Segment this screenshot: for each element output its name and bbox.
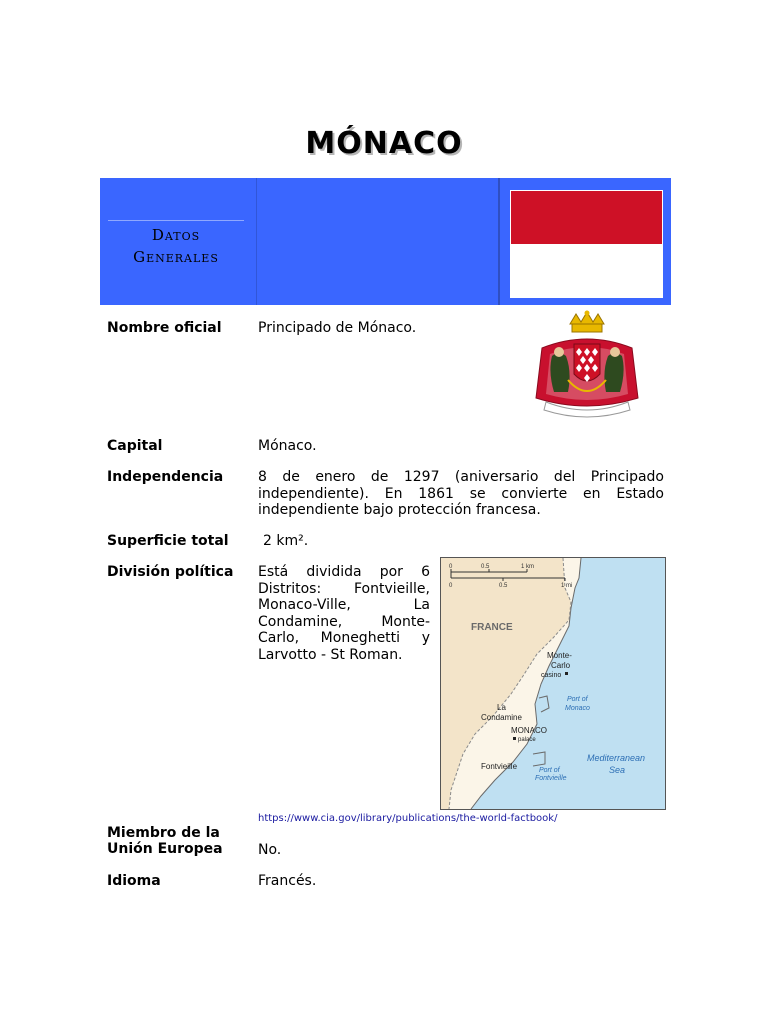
banner-heading [108, 224, 244, 268]
map-label-la-condamine-2: Condamine [481, 713, 522, 722]
monaco-map [440, 557, 666, 810]
label-division-politica: División política [107, 564, 234, 580]
map-label-france: FRANCE [471, 622, 513, 633]
map-scale-mi-0: 0 [449, 583, 453, 589]
label-nombre-oficial: Nombre oficial [107, 320, 222, 336]
map-casino-marker [565, 672, 568, 675]
coat-of-arms-icon [528, 310, 646, 422]
map-label-monte-carlo-1: Monte- [547, 651, 572, 660]
map-label-port-monaco-1: Port of [567, 696, 588, 703]
general-data-banner [100, 178, 671, 305]
map-label-fontvieille: Fontvieille [481, 762, 518, 771]
value-nombre-oficial: Principado de Mónaco. [258, 320, 417, 336]
map-label-monaco: MONACO [511, 726, 547, 735]
map-scale-km-1: 1 km [521, 564, 535, 570]
map-scale-mi-05: 0.5 [499, 583, 508, 589]
value-capital: Mónaco. [258, 438, 317, 454]
label-union-europea [107, 825, 223, 857]
label-union-europea-line2: Unión Europea [107, 841, 223, 857]
flag-red-band [511, 191, 662, 244]
map-label-port-fontvieille-2: Fontvieille [535, 775, 567, 782]
map-scale-mi-1: 1 mi [561, 583, 573, 589]
source-link[interactable]: https://www.cia.gov/library/publications/the-world-factbook/ [258, 813, 558, 824]
map-scale-km-0: 0 [449, 564, 453, 570]
label-independencia: Independencia [107, 469, 224, 485]
value-union-europea: No. [258, 842, 282, 858]
label-idioma: Idioma [107, 873, 161, 889]
map-label-sea-2: Sea [609, 765, 626, 775]
banner-divider [108, 220, 244, 221]
banner-heading-line1: Datos [151, 226, 201, 244]
label-capital: Capital [107, 438, 163, 454]
label-union-europea-line1: Miembro de la [107, 825, 220, 841]
map-label-casino: casino [541, 672, 562, 679]
value-independencia: 8 de enero de 1297 (aniversario del Principado independiente). En 1861 se convierte en Estado independiente bajo protección francesa. [258, 469, 664, 518]
value-idioma: Francés. [258, 873, 317, 889]
value-superficie: 2 km². [263, 533, 309, 549]
page-title: MÓNACO [305, 126, 463, 161]
map-palace-marker [513, 737, 516, 740]
flag-white-band [511, 244, 662, 297]
flag-of-monaco [510, 190, 663, 298]
map-label-monte-carlo-2: Carlo [551, 661, 571, 670]
banner-heading-line2: Generales [133, 248, 219, 266]
map-label-sea-1: Mediterranean [587, 753, 646, 763]
label-superficie: Superficie total [107, 533, 229, 549]
banner-heading-cell [100, 178, 257, 305]
map-scale-km-05: 0.5 [481, 564, 490, 570]
value-division-politica: Está dividida por 6 Distritos: Fontvieille, Monaco-Ville, La Condamine, Monte-Carlo, Moneghetti y Larvotto - St Roman. [258, 564, 430, 663]
banner-empty-cell [257, 178, 500, 305]
map-label-la-condamine-1: La [497, 703, 506, 712]
map-label-port-monaco-2: Monaco [565, 705, 590, 712]
map-label-palace: palace [518, 737, 536, 743]
map-label-port-fontvieille-1: Port of [539, 767, 560, 774]
